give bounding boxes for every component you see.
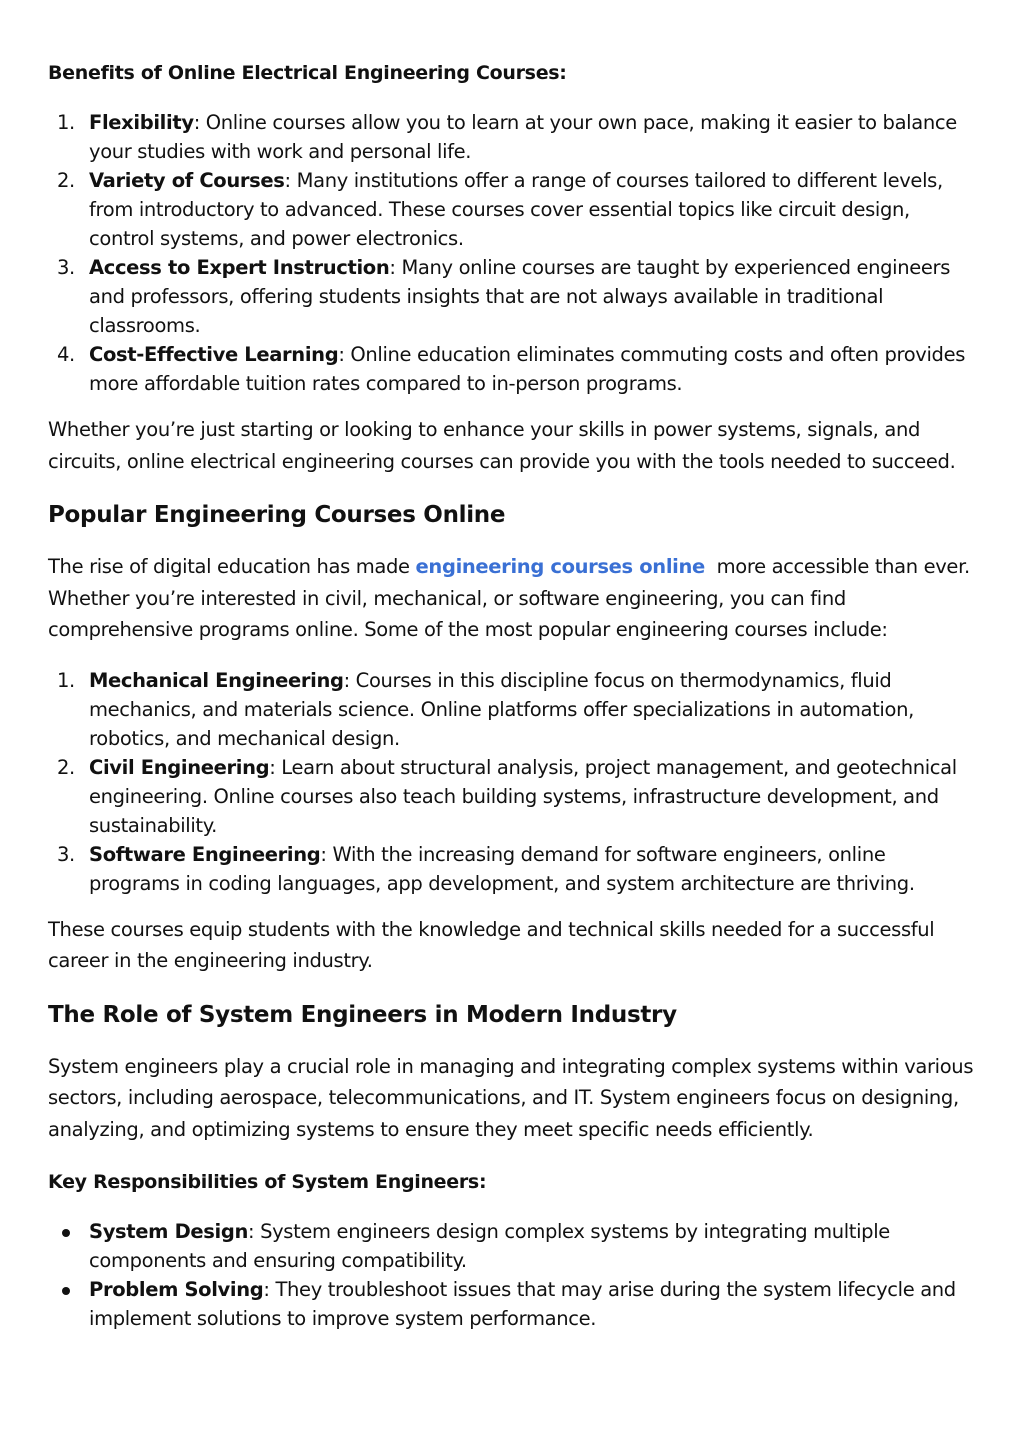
list-item bbox=[48, 1275, 976, 1333]
item-term: Mechanical Engineering bbox=[89, 668, 344, 692]
item-term: Cost-Effective Learning bbox=[89, 343, 339, 366]
list-number: 2. bbox=[57, 169, 75, 192]
benefits-list bbox=[48, 108, 976, 398]
intro-text-before: The rise of digital education has made bbox=[48, 555, 416, 578]
list-item bbox=[48, 666, 976, 753]
popular-courses-list bbox=[48, 666, 976, 898]
popular-courses-intro bbox=[48, 551, 976, 646]
engineering-courses-online-link[interactable]: engineering courses online bbox=[415, 555, 705, 578]
benefits-closing-paragraph: Whether you’re just starting or looking to enhance your skills in power systems, signals, and circuits, online electrical engineering courses can provide you with the tools needed to succeed. bbox=[48, 418, 956, 473]
item-text: : They troubleshoot issues that may arise during the system lifecycle and implement solutions to improve system performance. bbox=[89, 1278, 956, 1330]
list-item bbox=[48, 340, 976, 398]
item-text: : Courses in this discipline focus on thermodynamics, fluid mechanics, and materials science. Online platforms offer specializations in automation, robotics, and mechanical design. bbox=[89, 668, 914, 750]
item-text: : With the increasing demand for software engineers, online programs in coding languages, app development, and system architecture are thriving. bbox=[89, 842, 915, 895]
item-text: : Many institutions offer a range of courses tailored to different levels, from introductory to advanced. These courses cover essential topics like circuit design, control systems, and power electronics. bbox=[89, 169, 943, 250]
bullet-icon bbox=[62, 1229, 70, 1237]
item-text: : System engineers design complex systems by integrating multiple components and ensuring compatibility. bbox=[89, 1220, 890, 1272]
list-item bbox=[48, 166, 976, 253]
item-text: : Online courses allow you to learn at your own pace, making it easier to balance your studies with work and personal life. bbox=[89, 111, 957, 163]
list-number: 2. bbox=[57, 755, 75, 779]
item-term: Flexibility bbox=[89, 111, 194, 134]
responsibilities-subheading: Key Responsibilities of System Engineers: bbox=[48, 1171, 487, 1193]
item-text: : Many online courses are taught by experienced engineers and professors, offering students insights that are not always available in traditional classrooms. bbox=[89, 256, 951, 337]
item-text: : Learn about structural analysis, project management, and geotechnical engineering. Online courses also teach building systems, infrastructure development, and sustainability. bbox=[89, 755, 957, 837]
list-item bbox=[48, 753, 976, 840]
system-engineers-intro: System engineers play a crucial role in managing and integrating complex systems within various sectors, including aerospace, telecommunications, and IT. System engineers focus on designing, analyzing, and optimizing systems to ensure they meet specific needs efficiently. bbox=[48, 1054, 974, 1141]
bullet-icon bbox=[62, 1287, 70, 1295]
list-item bbox=[48, 1217, 976, 1275]
item-term: Software Engineering bbox=[89, 842, 321, 866]
benefits-subheading: Benefits of Online Electrical Engineering Courses: bbox=[48, 62, 567, 84]
item-term: System Design bbox=[89, 1220, 249, 1243]
popular-courses-heading: Popular Engineering Courses Online bbox=[48, 502, 506, 528]
item-term: Access to Expert Instruction bbox=[89, 256, 390, 279]
list-number: 3. bbox=[57, 842, 75, 866]
list-number: 4. bbox=[57, 343, 75, 366]
list-number: 3. bbox=[57, 256, 75, 279]
responsibilities-list bbox=[48, 1217, 976, 1333]
system-engineers-heading: The Role of System Engineers in Modern Industry bbox=[48, 1001, 677, 1028]
list-item bbox=[48, 840, 976, 898]
list-number: 1. bbox=[57, 111, 75, 134]
list-item bbox=[48, 253, 976, 340]
list-number: 1. bbox=[57, 668, 75, 692]
item-term: Variety of Courses bbox=[89, 169, 285, 192]
item-text: : Online education eliminates commuting costs and often provides more affordable tuition rates compared to in-person programs. bbox=[89, 343, 966, 395]
popular-courses-closing-paragraph: These courses equip students with the knowledge and technical skills needed for a successful career in the engineering industry. bbox=[48, 917, 935, 972]
item-term: Problem Solving bbox=[89, 1278, 264, 1301]
item-term: Civil Engineering bbox=[89, 755, 270, 779]
intro-text-after: more accessible than ever. Whether you’re interested in civil, mechanical, or software engineering, you can find comprehensive programs online. Some of the most popular engineering courses include: bbox=[48, 555, 976, 641]
list-item bbox=[48, 108, 976, 166]
